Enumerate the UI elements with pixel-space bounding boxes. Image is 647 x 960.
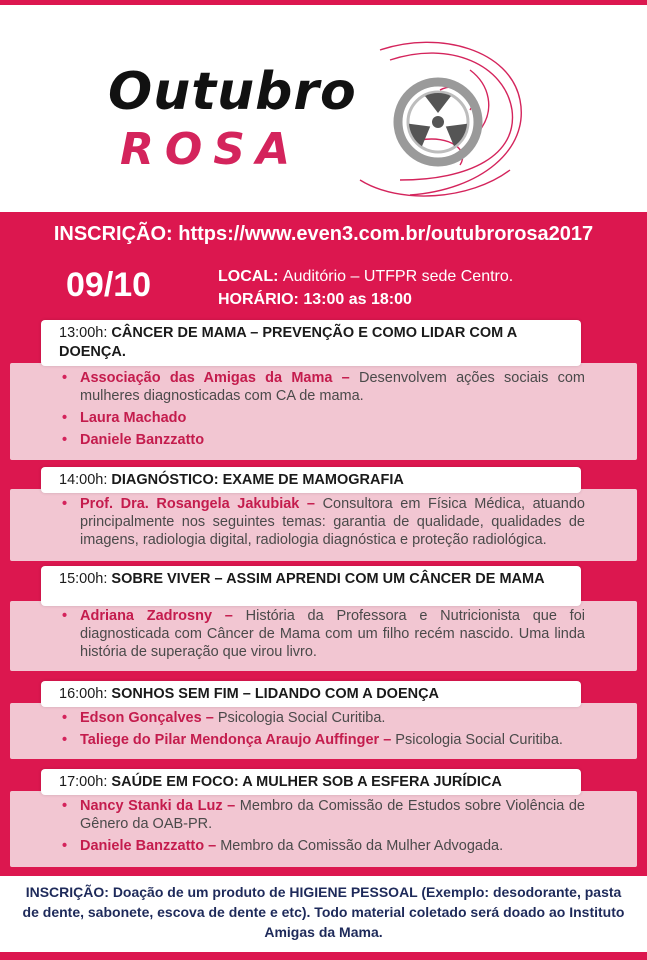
session-title: 13:00h: CÂNCER DE MAMA – PREVENÇÃO E COMO LIDAR COM A DOENÇA. [41,320,581,366]
speaker-list [58,797,585,855]
speaker-list [58,369,585,449]
bullet-icon: • [62,410,68,426]
logo-title-outubro: Outubro [108,62,357,122]
list-item: • Adriana Zadrosny – História da Professora e Nutricionista que foi diagnosticada com Câncer de Mama com um filho recém nascido. Uma linda história de superação que virou livro. [62,608,586,660]
list-item: • Daniele Banzzatto – Membro da Comissão da Mulher Advogada. [62,838,504,854]
session-title: 17:00h: SAÚDE EM FOCO: A MULHER SOB A ESFERA JURÍDICA [41,769,581,795]
session-body [10,791,637,867]
bullet-icon: • [62,608,68,624]
list-item: • Nancy Stanki da Luz – Membro da Comissão de Estudos sobre Violência de Gênero da OAB-PR. [62,798,585,832]
bullet-icon: • [62,370,68,386]
bullet-icon: • [62,732,68,748]
session-body [10,363,637,460]
location-value: Auditório – UTFPR sede Centro. [282,268,514,285]
event-location-time [218,265,513,311]
bullet-icon: • [62,838,68,854]
session-title: 14:00h: DIAGNÓSTICO: EXAME DE MAMOGRAFIA [41,467,581,493]
session-body [10,489,637,561]
registration-url-text: INSCRIÇÃO: https://www.even3.com.br/outubrorosa2017 [53,222,594,245]
speaker-list [58,607,585,661]
footer-text: Doação de um produto de HIGIENE PESSOAL (Exemplo: desodorante, pasta de dente, sabonete, escova de dente e etc). Todo material coletado será doado ao Instituto Amigas da Mama. [22,884,625,940]
list-item: • Daniele Banzzatto [62,432,205,448]
time-label: HORÁRIO: [218,291,299,308]
list-item: • Associação das Amigas da Mama – Desenvolvem ações sociais com mulheres diagnosticadas com CA de mama. [62,370,585,404]
session-body [10,703,637,759]
bullet-icon: • [62,710,68,726]
footer-label: INSCRIÇÃO: [25,884,109,900]
session-title: 15:00h: SOBRE VIVER – ASSIM APRENDI COM UM CÂNCER DE MAMA [41,566,581,606]
bottom-accent-bar [0,952,647,960]
list-item: • Laura Machado [62,410,187,426]
bullet-icon: • [62,432,68,448]
event-date: 09/10 [66,266,152,304]
speaker-list [58,495,585,549]
registration-url-bar [0,212,647,256]
time-value: 13:00 as 18:00 [303,291,412,308]
bullet-icon: • [62,798,68,814]
session-body [10,601,637,671]
time-line [218,288,513,311]
location-line [218,265,513,288]
logo-title-rosa: ROSA [120,124,302,175]
speaker-list [58,709,585,749]
radiation-symbol-icon [398,82,478,162]
session-title: 16:00h: SONHOS SEM FIM – LIDANDO COM A DOENÇA [41,681,581,707]
location-label: LOCAL: [218,268,279,285]
list-item: • Edson Gonçalves – Psicologia Social Curitiba. [62,710,386,726]
bullet-icon: • [62,496,68,512]
list-item: • Taliege do Pilar Mendonça Araujo Auffinger – Psicologia Social Curitiba. [62,732,563,748]
footer-note [0,876,647,952]
list-item: • Prof. Dra. Rosangela Jakubiak – Consultora em Física Médica, atuando principalmente nos seguintes temas: garantia de qualidade, qualidades de imagens, radiologia digital, radiologia diagnóstica e proteção radiológica. [62,496,585,548]
